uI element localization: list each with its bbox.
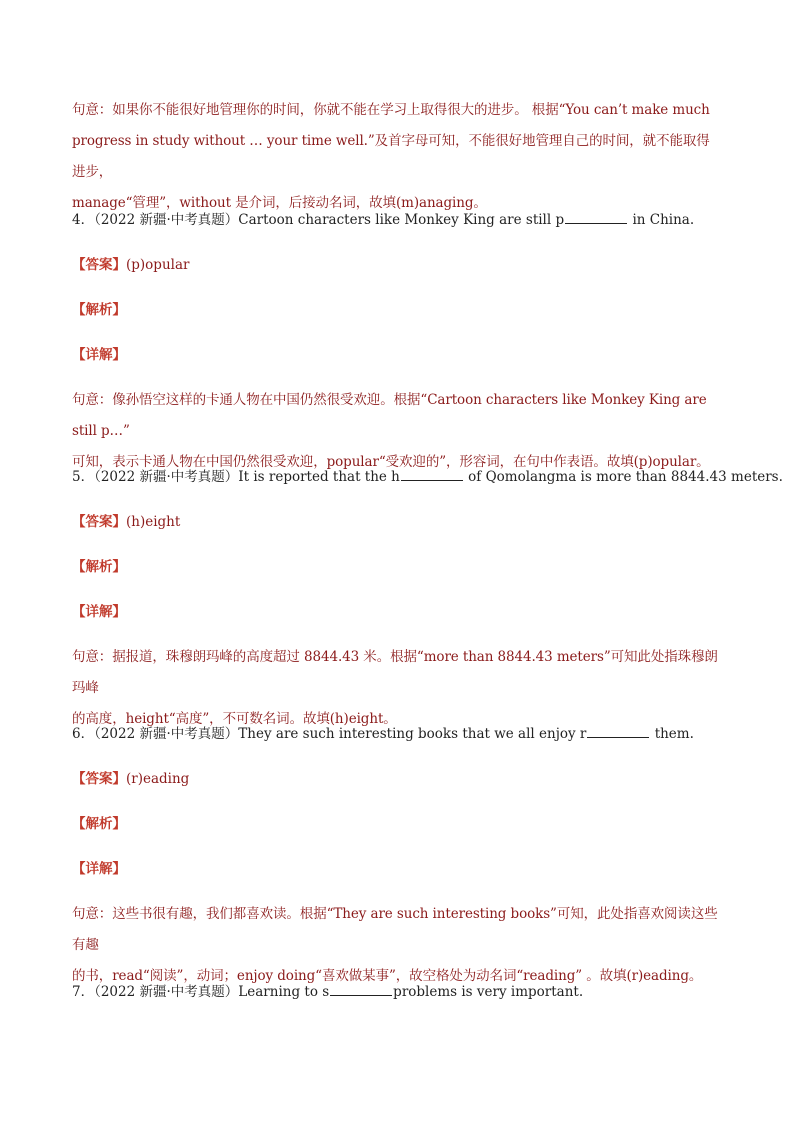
answer-label: 【答案】 — [72, 771, 126, 787]
explanation-line: 句意：如果你不能很好地管理你的时间，你就不能在学习上取得很大的进步。 根据“You can’t make much — [72, 102, 710, 118]
analysis-row — [72, 814, 722, 834]
q4-explanation — [72, 385, 722, 478]
analysis-label: 【解析】 — [72, 302, 126, 318]
answer-value: (h)eight — [126, 514, 181, 530]
answer-value: (p)opular — [126, 257, 190, 273]
detail-label: 【详解】 — [72, 604, 126, 620]
question-source: （2022 新疆·中考真题） — [94, 212, 239, 228]
question-source: （2022 新疆·中考真题） — [94, 726, 239, 742]
question-5 — [72, 467, 783, 487]
question-text: Cartoon characters like Monkey King are still p — [238, 212, 565, 228]
detail-row — [72, 345, 722, 365]
explanation-line: 句意：据报道，珠穆朗玛峰的高度超过 8844.43 米。根据“more than 8844.43 meters”可知此处指珠穆朗玛峰 — [72, 649, 718, 696]
question-number: 4． — [72, 212, 95, 228]
question-6 — [72, 724, 722, 744]
question-4 — [72, 210, 722, 230]
explanation-line: 句意：像孙悟空这样的卡通人物在中国仍然很受欢迎。根据“Cartoon characters like Monkey King are still p…” — [72, 392, 707, 439]
analysis-label: 【解析】 — [72, 559, 126, 575]
explanation-line: manage“管理”，without 是介词，后接动名词，故填(m)anaging。 — [72, 195, 487, 211]
analysis-row — [72, 300, 722, 320]
answer-blank — [330, 983, 392, 996]
explanation-line: 句意：这些书很有趣，我们都喜欢读。根据“They are such interesting books”可知，此处指喜欢阅读这些有趣 — [72, 906, 718, 953]
analysis-label: 【解析】 — [72, 816, 126, 832]
answer-value: (r)eading — [126, 771, 190, 787]
q3-explanation — [72, 95, 722, 219]
answer-label: 【答案】 — [72, 514, 126, 530]
question-text: in China. — [632, 212, 695, 228]
question-text: of Qomolangma is more than 8844.43 meters. — [468, 469, 783, 485]
explanation-line: 的高度，height“高度”，不可数名词。故填(h)eight。 — [72, 711, 397, 727]
detail-row — [72, 602, 722, 622]
answer-row — [72, 255, 722, 275]
question-number: 7． — [72, 984, 95, 1000]
question-text: They are such interesting books that we all enjoy r — [238, 726, 587, 742]
answer-blank — [565, 211, 627, 224]
explanation-line: 可知，表示卡通人物在中国仍然很受欢迎，popular“受欢迎的”，形容词，在句中作表语。故填(p)opular。 — [72, 454, 710, 470]
question-7 — [72, 982, 722, 1002]
question-text: Learning to s — [238, 984, 330, 1000]
answer-row — [72, 769, 722, 789]
question-number: 6． — [72, 726, 95, 742]
question-source: （2022 新疆·中考真题） — [94, 984, 239, 1000]
detail-row — [72, 859, 722, 879]
answer-row — [72, 512, 722, 532]
explanation-line: 的书，read“阅读”，动词；enjoy doing“喜欢做某事”，故空格处为动名词“reading” 。故填(r)eading。 — [72, 968, 703, 984]
detail-label: 【详解】 — [72, 861, 126, 877]
question-text: problems is very important. — [393, 984, 584, 1000]
detail-label: 【详解】 — [72, 347, 126, 363]
question-source: （2022 新疆·中考真题） — [94, 469, 239, 485]
q5-explanation — [72, 642, 722, 735]
answer-blank — [401, 468, 463, 481]
q6-explanation — [72, 899, 722, 992]
explanation-line: progress in study without … your time well.”及首字母可知，不能很好地管理自己的时间，就不能取得进步， — [72, 133, 710, 180]
answer-blank — [587, 725, 649, 738]
analysis-row — [72, 557, 722, 577]
question-text: them. — [654, 726, 694, 742]
question-text: It is reported that the h — [238, 469, 400, 485]
answer-label: 【答案】 — [72, 257, 126, 273]
question-number: 5． — [72, 469, 95, 485]
